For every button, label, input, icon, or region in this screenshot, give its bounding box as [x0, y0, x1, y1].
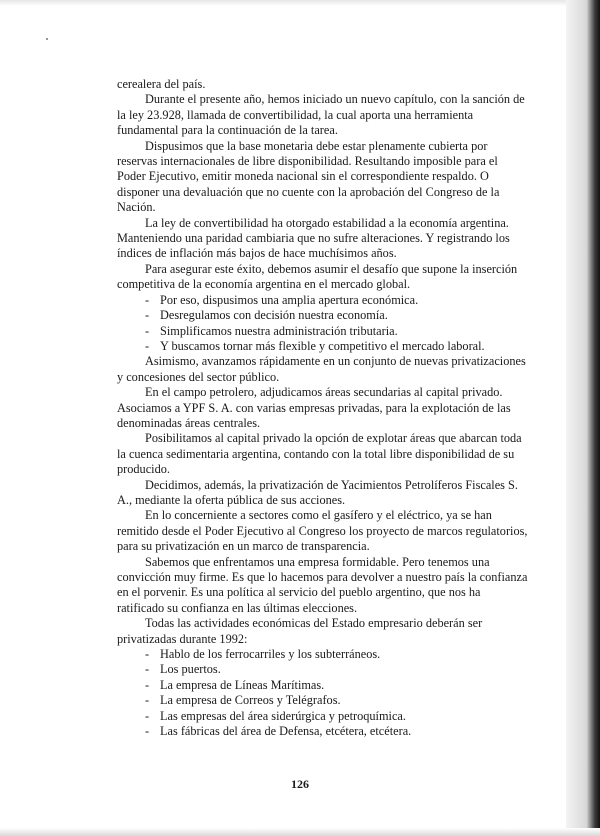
bullet-list-policies [117, 293, 529, 355]
paragraph: Posibilitamos al capital privado la opción de explotar áreas que abarcan toda la cuenca sedimentaria argentina, contando con la total libre disponibilidad de su producido. [117, 431, 522, 477]
bullet-dash: - [145, 677, 150, 692]
list-item [117, 339, 529, 354]
bullet-dash: - [145, 647, 150, 662]
paragraphs-block-1 [117, 77, 529, 293]
list-item-text: La empresa de Líneas Marítimas. [160, 677, 325, 692]
list-item-text: Por eso, dispusimos una amplia apertura económica. [160, 292, 419, 307]
paragraph: La ley de convertibilidad ha otorgado estabilidad a la economía argentina. Manteniendo una paridad cambiaria que no sufre alteraciones. Y registrando los índices de inflación más bajos de hace muchísimos años. [117, 215, 510, 261]
list-item-text: La empresa de Correos y Telégrafos. [160, 693, 341, 708]
bullet-dash: - [145, 724, 150, 739]
paragraph: Decidimos, además, la privatización de Yacimientos Petrolíferos Fiscales S. A., mediante la oferta pública de sus acciones. [117, 477, 518, 507]
bullet-dash: - [145, 662, 150, 677]
list-item-text: Hablo de los ferrocarriles y los subterráneos. [160, 647, 381, 662]
list-item [117, 324, 529, 339]
bullet-dash: - [145, 338, 150, 353]
bullet-dash: - [145, 323, 150, 338]
page-top-shadow [0, 0, 600, 6]
bullet-dash: - [145, 308, 150, 323]
paragraph: En el campo petrolero, adjudicamos áreas secundarias al capital privado. Asociamos a YPF S. A. con varias empresas privadas, para la explotación de las denominadas áreas centrales. [117, 385, 511, 430]
scan-speck [46, 38, 48, 40]
list-item-text: Las fábricas del área de Defensa, etcétera, etcétera. [160, 724, 412, 739]
list-item [117, 678, 529, 693]
bullet-dash: - [145, 292, 150, 307]
list-item [117, 308, 529, 323]
list-item [117, 724, 529, 739]
list-item-text: Los puertos. [160, 662, 221, 677]
bullet-list-privatizations [117, 647, 529, 739]
paragraphs-block-2 [117, 354, 529, 647]
list-item [117, 693, 529, 708]
paragraph: Todas las actividades económicas del Estado empresario deberán ser privatizadas durante 1992: [117, 616, 483, 646]
document-body [117, 77, 529, 739]
paragraph: cerealera del país. [117, 77, 206, 91]
list-item [117, 709, 529, 724]
list-item-text: Desregulamos con decisión nuestra economía. [160, 308, 388, 323]
page-binding-edge [566, 0, 600, 836]
list-item [117, 293, 529, 308]
list-item-text: Las empresas del área siderúrgica y petroquímica. [160, 708, 406, 723]
paragraph: Sabemos que enfrentamos una empresa formidable. Pero tenemos una convicción muy firme. Es que lo hacemos para devolver a nuestro país la confianza en el porvenir. Es una política al servicio del pueblo argentino, que nos ha ratificado su confianza en las últimas elecciones. [117, 554, 528, 615]
list-item-text: Simplificamos nuestra administración tributaria. [160, 323, 398, 338]
paragraph: Durante el presente año, hemos iniciado un nuevo capítulo, con la sanción de la ley 23.928, llamada de convertibilidad, la cual aporta una herramienta fundamental para la continuación de la tarea. [117, 92, 525, 138]
list-item-text: Y buscamos tornar más flexible y competitivo el mercado laboral. [160, 338, 485, 353]
list-item [117, 662, 529, 677]
paragraph: Para asegurar este éxito, debemos asumir el desafío que supone la inserción competitiva de la economía argentina en el mercado global. [117, 261, 518, 292]
bullet-dash: - [145, 693, 150, 708]
page-number: 126 [291, 777, 309, 791]
bullet-dash: - [145, 708, 150, 723]
page-bottom-shadow [0, 828, 600, 836]
paragraph: Dispusimos que la base monetaria debe estar plenamente cubierta por reservas internacionales de libre disponibilidad. Resultando imposible para el Poder Ejecutivo, emitir moneda nacional sin el correspondiente respaldo. O disponer una devaluación que no cuente con la aprobación del Congreso de la Nación. [117, 138, 500, 215]
paragraph: Asimismo, avanzamos rápidamente en un conjunto de nuevas privatizaciones y concesiones del sector público. [117, 354, 526, 384]
paragraph: En lo concerniente a sectores como el gasífero y el eléctrico, ya se han remitido desde el Poder Ejecutivo al Congreso los proyecto de marcos regulatorios, para su privatización en un marco de transparencia. [117, 508, 528, 554]
list-item [117, 647, 529, 662]
